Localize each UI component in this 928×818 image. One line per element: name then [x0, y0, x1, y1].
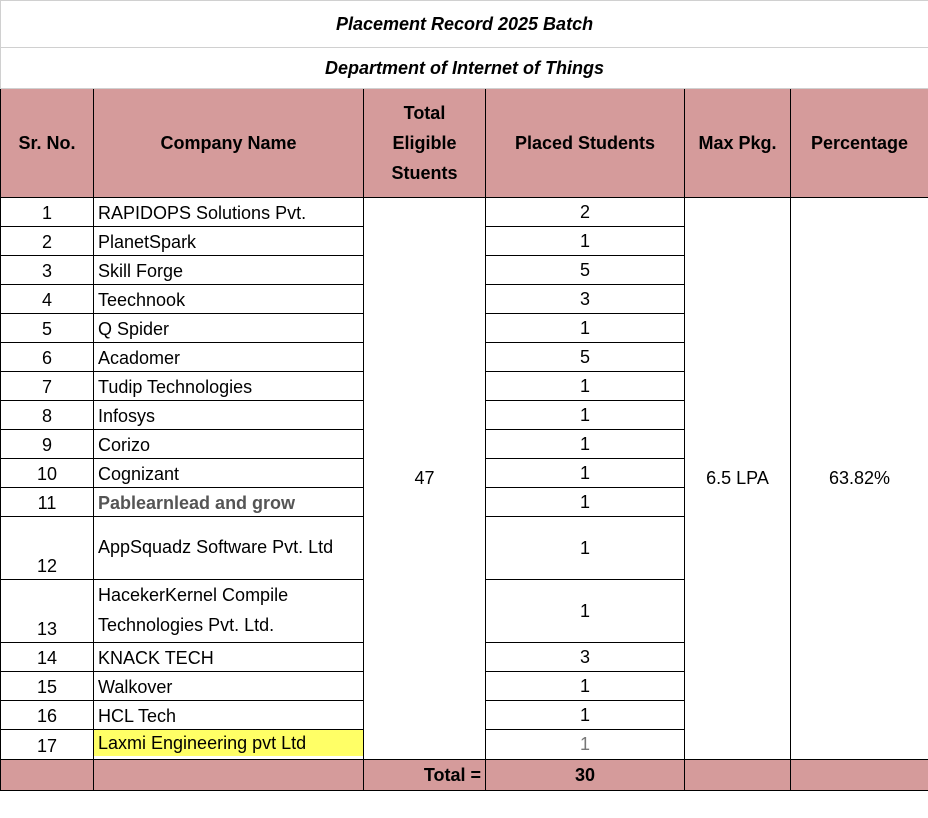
sr-cell: 5 [1, 314, 94, 343]
header-eligible-line2: Eligible [392, 133, 457, 153]
placed-cell: 2 [486, 198, 685, 227]
company-cell: Pablearnlead and grow [94, 488, 364, 517]
header-eligible-line3: Stuents [391, 163, 458, 183]
company-cell: Walkover [94, 672, 364, 701]
sr-cell: 3 [1, 256, 94, 285]
company-cell-highlighted: Laxmi Engineering pvt Ltd [94, 730, 363, 756]
placed-cell: 1 [486, 227, 685, 256]
company-cell: KNACK TECH [94, 643, 364, 672]
total-empty-cell [791, 760, 928, 791]
sr-cell: 11 [1, 488, 94, 517]
company-cell-wrapper [94, 730, 364, 760]
company-cell [94, 580, 364, 643]
department-subtitle: Department of Internet of Things [1, 48, 928, 89]
total-row [1, 760, 928, 791]
total-eligible-cell: 47 [364, 198, 486, 760]
total-empty-cell [685, 760, 791, 791]
placed-cell: 1 [486, 372, 685, 401]
header-placed-students: Placed Students [486, 89, 685, 198]
header-eligible-line1: Total [403, 103, 446, 123]
placed-cell: 1 [486, 701, 685, 730]
sr-cell: 16 [1, 701, 94, 730]
sr-cell: 7 [1, 372, 94, 401]
placed-cell: 3 [486, 285, 685, 314]
header-max-pkg: Max Pkg. [685, 89, 791, 198]
total-label: Total = [364, 760, 486, 791]
sr-cell: 8 [1, 401, 94, 430]
placed-cell: 1 [486, 459, 685, 488]
placed-cell: 1 [486, 314, 685, 343]
header-percentage: Percentage [791, 89, 928, 198]
placed-cell: 1 [486, 730, 685, 760]
company-cell: Cognizant [94, 459, 364, 488]
placed-cell: 1 [486, 672, 685, 701]
percentage-cell: 63.82% [791, 198, 928, 760]
sr-cell: 17 [1, 730, 94, 760]
company-cell: Infosys [94, 401, 364, 430]
total-placed-value: 30 [486, 760, 685, 791]
placed-cell: 1 [486, 517, 685, 580]
placed-cell: 5 [486, 343, 685, 372]
company-cell: Tudip Technologies [94, 372, 364, 401]
placed-cell: 1 [486, 430, 685, 459]
company-cell: Acadomer [94, 343, 364, 372]
company-cell: Skill Forge [94, 256, 364, 285]
sr-cell: 10 [1, 459, 94, 488]
page-title: Placement Record 2025 Batch [1, 1, 928, 48]
sr-cell: 14 [1, 643, 94, 672]
sr-cell: 9 [1, 430, 94, 459]
max-package-cell: 6.5 LPA [685, 198, 791, 760]
company-cell: HCL Tech [94, 701, 364, 730]
company-line1: HacekerKernel Compile [98, 585, 289, 605]
sr-cell: 15 [1, 672, 94, 701]
company-cell: RAPIDOPS Solutions Pvt. [94, 198, 364, 227]
placed-cell: 1 [486, 401, 685, 430]
company-cell: PlanetSpark [94, 227, 364, 256]
total-empty-cell [1, 760, 94, 791]
placed-cell: 3 [486, 643, 685, 672]
sr-cell: 12 [1, 517, 94, 580]
header-company-name: Company Name [94, 89, 364, 198]
company-cell: Q Spider [94, 314, 364, 343]
header-total-eligible [364, 89, 486, 198]
sr-cell: 2 [1, 227, 94, 256]
company-line2: Technologies Pvt. Ltd. [98, 615, 275, 635]
sr-cell: 6 [1, 343, 94, 372]
sr-cell: 13 [1, 580, 94, 643]
company-cell: Teechnook [94, 285, 364, 314]
total-empty-cell [94, 760, 364, 791]
company-cell: Corizo [94, 430, 364, 459]
sr-cell: 1 [1, 198, 94, 227]
company-cell: AppSquadz Software Pvt. Ltd [94, 517, 364, 580]
sr-cell: 4 [1, 285, 94, 314]
header-sr-no: Sr. No. [1, 89, 94, 198]
placed-cell: 5 [486, 256, 685, 285]
placed-cell: 1 [486, 580, 685, 643]
table-row [1, 198, 928, 227]
placed-cell: 1 [486, 488, 685, 517]
header-row [1, 89, 928, 198]
